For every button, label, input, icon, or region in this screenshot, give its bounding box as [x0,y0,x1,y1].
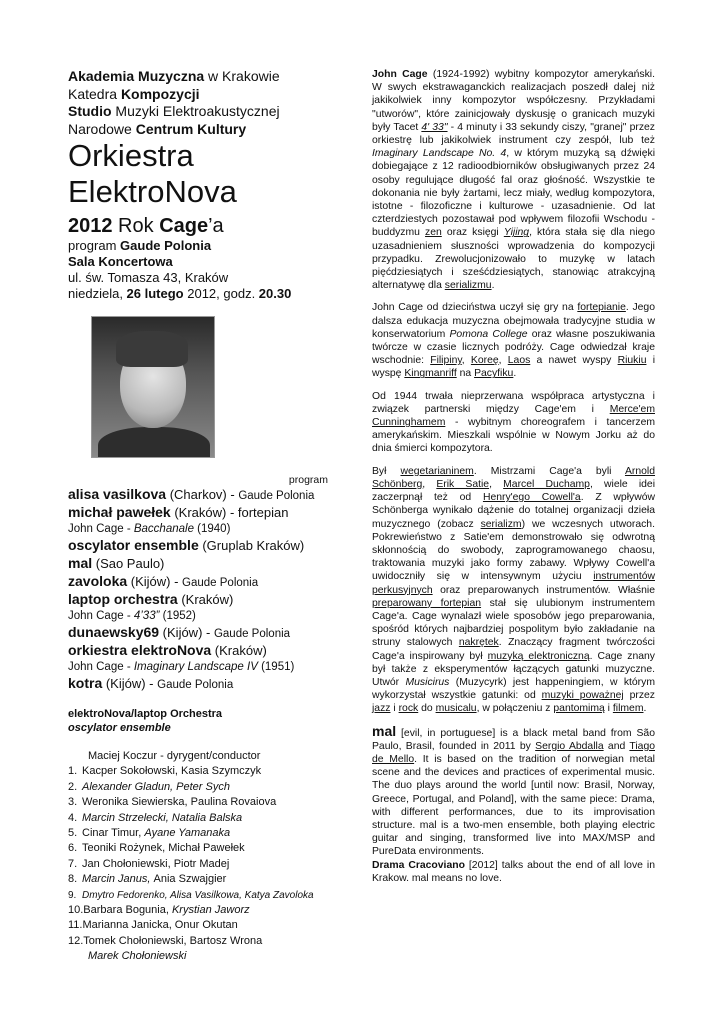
portrait-body [98,427,210,458]
member-number: 10. [68,904,84,917]
bio-p3: Od 1944 trwała nieprzerwana współpraca artystyczna i związek partnerski między Cage'em i [372,390,655,415]
link-pacyfik[interactable]: Pacyfiku [474,368,514,380]
bio-name: John Cage [372,69,428,80]
title-line-2: ElektroNova [68,174,237,209]
member-names: Teoniki Rożynek, Michał Pawełek [82,842,245,855]
mal-text-2: . It is based on the tradition of norwegian metal scene and the devices and practices of experimental music. The duo plays around the world [until now: Brasil, Norway, Greece, Portugal, and Poland], with the same piece: Drama, with different performances, due to its improvisation structure. mal is a two-men ensemble, both playing electric guitar and singing, transformed live into MAX/MSP and PureData environments. [372,753,655,858]
member-names: Weronika Siewierska, Paulina Rovaiova [82,796,277,809]
bio-p2g: . [513,368,517,380]
member-names: Cinar Timur, [82,827,145,840]
performer-origin: (Kijów) - [102,676,158,691]
link-sergio[interactable]: Sergio Abdalla [535,740,604,752]
program-item [68,675,340,693]
title-line-1: Orkiestra [68,138,194,173]
bio-p2d: a nawet wyspy [530,355,618,367]
member-number: 9. [68,889,77,901]
link-film[interactable]: filmem [612,703,644,715]
program-item [68,486,340,504]
right-column [372,68,655,894]
link-musical[interactable]: musicalu [435,703,477,715]
member-names-2: Ayane Yamanaka [144,827,231,840]
bio-p4c: , wiele idei zaczerpnął też od [372,478,656,504]
member-line [68,872,340,887]
work-composer: John Cage - [68,661,134,673]
time: 20.30 [258,286,292,301]
performer-origin: (Kijów) - [127,574,183,589]
bio-p4: Był [372,465,401,477]
subtitle-suffix: ’a [208,215,224,237]
member-line [68,888,340,903]
program-item [68,624,340,642]
member-names: Marianna Janicka, Onur Okutan [82,919,238,932]
member-names: Jan Chołoniewski, Piotr Madej [82,857,230,870]
mal-and: and [603,740,630,752]
program-item [68,573,340,591]
dept-pre: Katedra [68,85,121,102]
work-year: (1951) [257,661,295,673]
ncc-name: Centrum Kultury [135,120,247,137]
institution-header [68,68,340,138]
program-list [68,486,340,693]
program-item [68,642,340,660]
credits-line-2: oscylator ensemble [68,722,171,734]
member-number: 6. [68,842,78,855]
link-serializm-2[interactable]: serializm [480,518,522,530]
link-yijing[interactable]: Yijing [503,227,530,239]
performer-name: alisa vasilkova [68,486,167,502]
link-perkusja[interactable]: instrumentów perkusyjnych [372,571,655,596]
mal-text-1: [evil, in portuguese] is a black metal band from São Paulo, Brasil, founded in 2011 by [372,727,655,752]
link-tiago[interactable]: Tiago de Mello [372,740,655,765]
performer-name: zavoloka [68,573,128,589]
program-item [68,504,340,522]
performer-origin: (Kraków) [211,643,267,658]
work-year: (1940) [193,523,231,535]
member-number: 8. [68,873,78,886]
work-title: Imaginary Landscape IV [133,661,258,673]
member-number: 11. [68,919,83,932]
member-number: 4. [68,811,78,824]
bio-p4k: przez [623,690,655,702]
academy-city: w Krakowie [204,68,280,84]
academy-name: Akademia Muzyczna [68,68,205,84]
mal-paragraph [372,722,655,859]
members-list [68,749,340,965]
link-weg[interactable]: wegetarianinem [400,465,474,477]
link-fortepian[interactable]: fortepianie [577,302,626,314]
bio-p1c: , w którym muzyką są dźwięki dobiegające z 12 radioodbiorników obsługiwanych przez 24 osoby regulujące długość fal oraz głośność. Wszystkie te dokonania nie były żartami, lecz miały, według kompozytora, istotne - filozoficzne i kulturowe - uzasadnienie. Od lat czterdziestych pozostawał pod wpływem filozofii Wschodu - buddyzmu [372,148,655,239]
work-title: Bacchanale [133,523,194,535]
drama-text: [2012] talks about the end of all love in Krakow. mal means no love. [372,859,655,884]
member-line [68,857,340,872]
bio-p4m: do [418,703,436,715]
member-names: Marcin Strzelecki, Natalia Balska [82,811,243,824]
credits-line-1: elektroNova/laptop Orchestra [68,708,223,720]
performer-origin: (Kraków) - fortepian [170,505,289,520]
link-merce[interactable]: Merce'em Cunninghamem [372,403,655,429]
link-zen[interactable]: zen [425,227,442,239]
bio-p4e: ) we wczesnych utworach. Pokrewieństwo z Satie'em demonstrowało się odwrotną skłonnością do swobody, zaprogramowanego chaosu, traktowania muzyki jako formy zabawy. Wpływy Cowell'a uwidoczniły się w intensywnym użyciu [372,518,655,583]
bio-p4o: i [604,703,613,715]
ncc-pre: Narodowe [68,120,136,137]
member-number: 1. [68,765,78,778]
bio-p4d: . Z wpływów Schönberga wynikało dążenie do totalnej organizacji dzieła muzycznego (zobacz [372,492,656,530]
dept-name: Kompozycji [120,85,200,102]
link-schonberg[interactable]: Arnold Schönberg [372,465,656,490]
member-names: Maciej Koczur - dyrygent/conductor [88,750,261,762]
bio-pomona: Pomona College [449,328,528,340]
program-pre: program [68,238,121,253]
day: niedziela, [68,286,127,301]
member-line [68,949,340,964]
member-line [68,841,340,856]
performer-name: kotra [68,675,103,691]
link-prep[interactable]: preparowany fortepian [372,597,482,609]
member-line [68,764,340,779]
link-duchamp[interactable]: Marcel Duchamp [503,478,590,490]
link-nakretki[interactable]: nakrętek [458,637,499,649]
program-name: Gaude Polonia [120,238,212,253]
performer-name: orkiestra elektroNova [68,642,212,658]
member-line [68,795,340,810]
performer-tail: Gaude Polonia [182,577,259,589]
program-item [68,522,340,537]
performer-tail: Gaude Polonia [213,628,291,640]
performer-origin: (Kijów) - [159,625,214,640]
performer-origin: (Charkov) - [166,487,239,502]
member-number: 3. [68,796,78,809]
member-line [68,780,340,795]
work-year: (1952) [159,610,196,622]
performer-origin: (Kraków) [177,592,234,607]
performer-origin: (Sao Paulo) [92,556,165,571]
link-laos[interactable]: Laos [507,355,531,367]
link-riukiu[interactable]: Riukiu [617,355,647,367]
member-number: 12. [68,934,84,947]
link-elektroniczna[interactable]: muzyką elektroniczną [487,650,590,662]
link-rock[interactable]: rock [398,703,419,715]
link-korea[interactable]: Koreę [470,355,499,367]
bio-p2e: i wyspę [372,355,656,380]
performer-name: oscylator ensemble [68,537,199,553]
subtitle-year: 2012 [68,215,113,237]
member-names-2: Krystian Jaworz [171,904,250,917]
bio-p2f: na [456,368,475,380]
credits [68,707,340,735]
venue: Sala Koncertowa [68,254,173,269]
link-433[interactable]: 4' 33" [421,121,448,133]
drama-name: Drama Cracoviano [372,859,465,871]
link-satie[interactable]: Erik Satie [436,478,490,490]
bio-p4h: . Znaczący fragment twórczości Cage'a inspirowany był [372,637,655,662]
studio-name: Muzyki Elektroakustycznej [111,103,280,119]
bio-il: Imaginary Landscape No. 4 [372,148,507,160]
bio-p1d: oraz księgi [441,227,504,239]
bio-p4j: (Muzycyrk) jest happeningiem, w którym wykorzystał wszystkie gatunki: od [372,676,655,702]
date-mid: 2012, godz. [183,286,259,301]
studio-label: Studio [68,103,112,119]
subtitle-cage: Cage [159,215,209,237]
link-serializm[interactable]: serializmu [444,280,492,292]
program-label: program [288,474,328,486]
performer-tail: Gaude Polonia [238,490,315,502]
link-powazna[interactable]: muzyki poważnej [541,690,624,702]
bio-paragraph-3 [372,390,655,456]
member-names: Marcin Janus, [82,873,154,886]
bio-p1e: , która stała się dla niego uzasadnieniem słuszności wprowadzenia do kompozycji przypadku. Zrewolucjonizowało to muzykę w latach pięćdziesiątych i sześćdziesiątych, stanowiąc atrakcyjną alternatywę dla [372,227,655,292]
member-names: Dmytro Fedorenko, Alisa Vasilkowa, Katya Zavoloka [82,889,314,901]
member-number: 5. [68,827,78,840]
performer-tail: Gaude Polonia [157,679,234,691]
bio-p4p: . [643,703,647,715]
page-title [68,138,340,210]
work-title: 4’33” [133,610,160,622]
member-line [68,934,340,949]
bio-p4i: . Cage znany był także z eksperymentów łączących gatunki muzyczne. Utwór [372,650,655,688]
member-line [68,903,340,918]
member-line [68,811,340,826]
program-item [68,609,340,624]
link-pantomima[interactable]: pantomimą [553,703,605,715]
bio-p4l: i [390,703,399,715]
bio-p2: John Cage od dzieciństwa uczył się gry na [372,302,578,314]
bio-p4g: stał się ulubionym instrumentem Cage'a. Cage wynalazł wiele sposobów jego preparowania, spośród których najbardziej pospolitym było zakładanie na struny stalowych [372,597,655,649]
bio-p3b: - wybitnym choreografem i tancerzem amerykańskim. Mieszkali wspólnie w Nowym Jorku aż do dnia śmierci kompozytora. [372,417,655,455]
program-item [68,555,340,573]
member-line [68,826,340,841]
bio-paragraph-2: John Cage od dzieciństwa uczył się gry na fortepianie. Jego dalsza edukacja muzyczna obejmowała tradycyjne studia w konserwatorium Pomona College oraz własne poszukiwania twórcze w czasie licznych podróży. Cage odwiedzał kraje wschodnie: Filipiny, Koreę, Laos a nawet wyspy Riukiu i wyspę Kingmanriff na Pacyfiku. [372,302,656,380]
member-names: Kacper Sokołowski, Kasia Szymczyk [82,765,262,778]
member-line [68,749,340,764]
link-filipiny[interactable]: Filipiny [430,355,462,367]
address: ul. św. Tomasza 43, Kraków [68,270,229,285]
link-kingmanriff[interactable]: Kingmanriff [404,368,457,380]
member-names: Barbara Bogunia, [83,904,172,917]
link-jazz[interactable]: jazz [372,703,391,715]
performer-name: laptop orchestra [68,591,178,607]
subtitle-rok: Rok [112,215,160,237]
program-item [68,537,340,555]
drama-paragraph [372,859,655,885]
mal-name: mal [372,722,397,739]
program-item [68,591,340,609]
member-number: 7. [68,857,78,870]
bio-p1f: . [491,280,495,292]
left-column [68,68,340,965]
member-names: Alexander Gladun, Peter Sych [82,780,230,793]
bio-paragraph-1 [372,68,655,292]
bio-musicirus: Musicirus [405,676,450,688]
bio-p4f: oraz preparowanych instrumentów. Właśnie [432,584,655,596]
event-info [68,238,340,302]
member-names-3: Ania Szwajgier [153,873,227,886]
performer-name: mal [68,555,93,571]
performer-origin: (Gruplab Kraków) [198,538,305,553]
program-item [68,660,340,675]
bio-p2c: oraz własne poszukiwania twórcze w czasie licznych podróży. Cage odwiedzał kraje wschodnie: [372,328,655,367]
bio-p1b: - 4 minuty i 33 sekundy ciszy, "granej" przez orkiestrę lub jakikolwiek instrument czy zespół, lub też [372,121,655,147]
portrait-hair [116,331,188,367]
member-names: Marek Chołoniewski [88,950,187,963]
bio-p2b: . Jego dalsza edukacja muzyczna obejmowała tradycyjne studia w konserwatorium [372,302,655,340]
subtitle [68,214,340,238]
performer-name: michał pawełek [68,504,171,520]
bio-p4n: , w połączeniu z [476,703,554,715]
work-composer: John Cage - [68,610,134,622]
member-names: Tomek Chołoniewski, Bartosz Wrona [83,934,263,947]
member-number: 2. [68,780,78,793]
bio-paragraph-4: Był wegetarianinem. Mistrzami Cage'a byli Arnold Schönberg, Erik Satie, Marcel Duchamp, wiele idei zaczerpnął też od Henry'ego Cowell'a. Z wpływów Schönberga wynikało dążenie do totalnej organizacji dzieła muzycznego (zobacz serializm) we wczesnych utworach. Pokrewieństwo z Satie'em demonstrowało się odwrotną skłonnością do swobody, zaprogramowanego chaosu, traktowania muzyki jako formy zabawy. Wpływy Cowell'a uwidoczniły się w intensywnym użyciu instrumentów perkusyjnych oraz preparowanych instrumentów. Właśnie preparowany fortepian stał się ulubionym instrumentem Cage'a. Cage wynalazł wiele sposobów jego preparowania, spośród których najbardziej pospolitym było zakładanie na struny stalowych nakrętek. Znaczący fragment twórczości Cage'a inspirowany był muzyką elektroniczną. Cage znany był także z eksperymentów łączących gatunki muzyczne. Utwór Musicirus (Muzycyrk) jest happeningiem, w którym wykorzystał wszystkie gatunki: od muzyki poważnej przez jazz i rock do musicalu, w połączeniu z pantomimą i filmem. [372,465,656,715]
portrait-photo [91,316,215,458]
bio-p4b: . Mistrzami Cage'a byli [473,465,625,477]
performer-name: dunaewsky69 [68,624,160,640]
link-cowell[interactable]: Henry'ego Cowell'a [482,492,581,504]
work-composer: John Cage - [68,523,134,535]
member-line [68,918,340,933]
date: 26 lutego [126,286,184,301]
bio-p1-text: (1924-1992) wybitny kompozytor amerykański. W swych ekstrawaganckich realizacjach poszedł dalej niż jakikolwiek inny kompozytor współczesny. Przykładami "utworów", które zainicjowały dyskusję o granicach muzyki były Tacet [372,69,655,133]
